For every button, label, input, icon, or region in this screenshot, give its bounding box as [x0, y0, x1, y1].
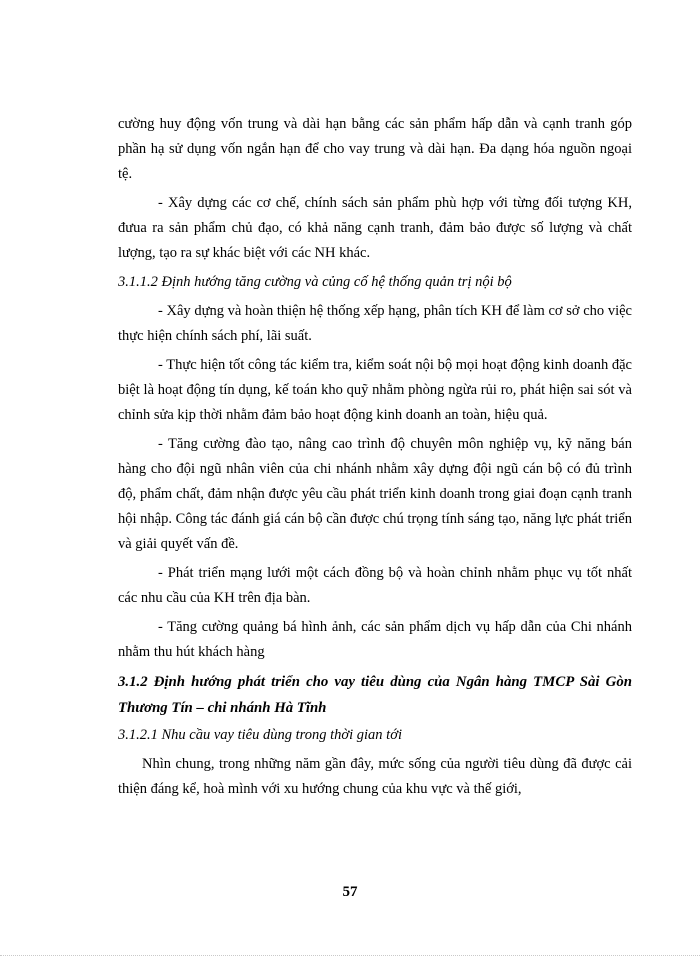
page-bottom-divider — [0, 955, 700, 956]
paragraph-continuation: cường huy động vốn trung và dài hạn bằng các sản phẩm hấp dẫn và cạnh tranh góp phần hạ sử dụng vốn ngắn hạn để cho vay trung và dài hạn. Đa dạng hóa nguồn ngoại tệ. — [118, 116, 632, 182]
bullet-paragraph-network: - Phát triển mạng lưới một cách đồng bộ và hoàn chỉnh nhằm phục vụ tốt nhất các nhu cầu của KH trên địa bàn. — [118, 565, 632, 606]
section-heading-3-1-2: 3.1.2 Định hướng phát triển cho vay tiêu dùng của Ngân hàng TMCP Sài Gòn Thương Tín – chi nhánh Hà Tĩnh — [118, 674, 632, 716]
subsection-heading-3-1-2-1: 3.1.2.1 Nhu cầu vay tiêu dùng trong thời gian tới — [118, 727, 402, 743]
page-number: 57 — [342, 884, 358, 900]
bullet-paragraph-internal-control: - Thực hiện tốt công tác kiểm tra, kiểm soát nội bộ mọi hoạt động kinh doanh đặc biệt là hoạt động tín dụng, kế toán kho quỹ nhằm phòng ngừa rủi ro, phát hiện sai sót và chỉnh sửa kịp thời nhằm đảm bảo hoạt động kinh doanh an toàn, hiệu quả. — [118, 357, 632, 423]
subsection-heading-3-1-1-2: 3.1.1.2 Định hướng tăng cường và củng cố hệ thống quản trị nội bộ — [118, 274, 512, 290]
bullet-paragraph-training: - Tăng cường đào tạo, nâng cao trình độ chuyên môn nghiệp vụ, kỹ năng bán hàng cho đội ngũ nhân viên của chi nhánh nhằm xây dựng đội ngũ cán bộ có đủ trình độ, phẩm chất, đảm nhận được yêu cầu phát triển kinh doanh trong giai đoạn cạnh tranh hội nhập. Công tác đánh giá cán bộ cần được chú trọng tính sáng tạo, năng lực phát triển và giải quyết vấn đề. — [118, 436, 632, 552]
bullet-paragraph-branding: - Tăng cường quảng bá hình ảnh, các sản phẩm dịch vụ hấp dẫn của Chi nhánh nhằm thu hút khách hàng — [118, 619, 632, 660]
bullet-paragraph-products: - Xây dựng các cơ chế, chính sách sản phẩm phù hợp với từng đối tượng KH, đưua ra sản phẩm chủ đạo, có khả năng cạnh tranh, đảm bảo được số lượng và chất lượng, tạo ra sự khác biệt với các NH khác. — [118, 195, 632, 261]
document-body — [118, 112, 632, 806]
body-paragraph-consumer-demand: Nhìn chung, trong những năm gần đây, mức sống của người tiêu dùng đã được cải thiện đáng kể, hoà mình với xu hướng chung của khu vực và thế giới, — [118, 756, 632, 797]
bullet-paragraph-rating-system: - Xây dựng và hoàn thiện hệ thống xếp hạng, phân tích KH để làm cơ sở cho việc thực hiện chính sách phí, lãi suất. — [118, 303, 632, 344]
